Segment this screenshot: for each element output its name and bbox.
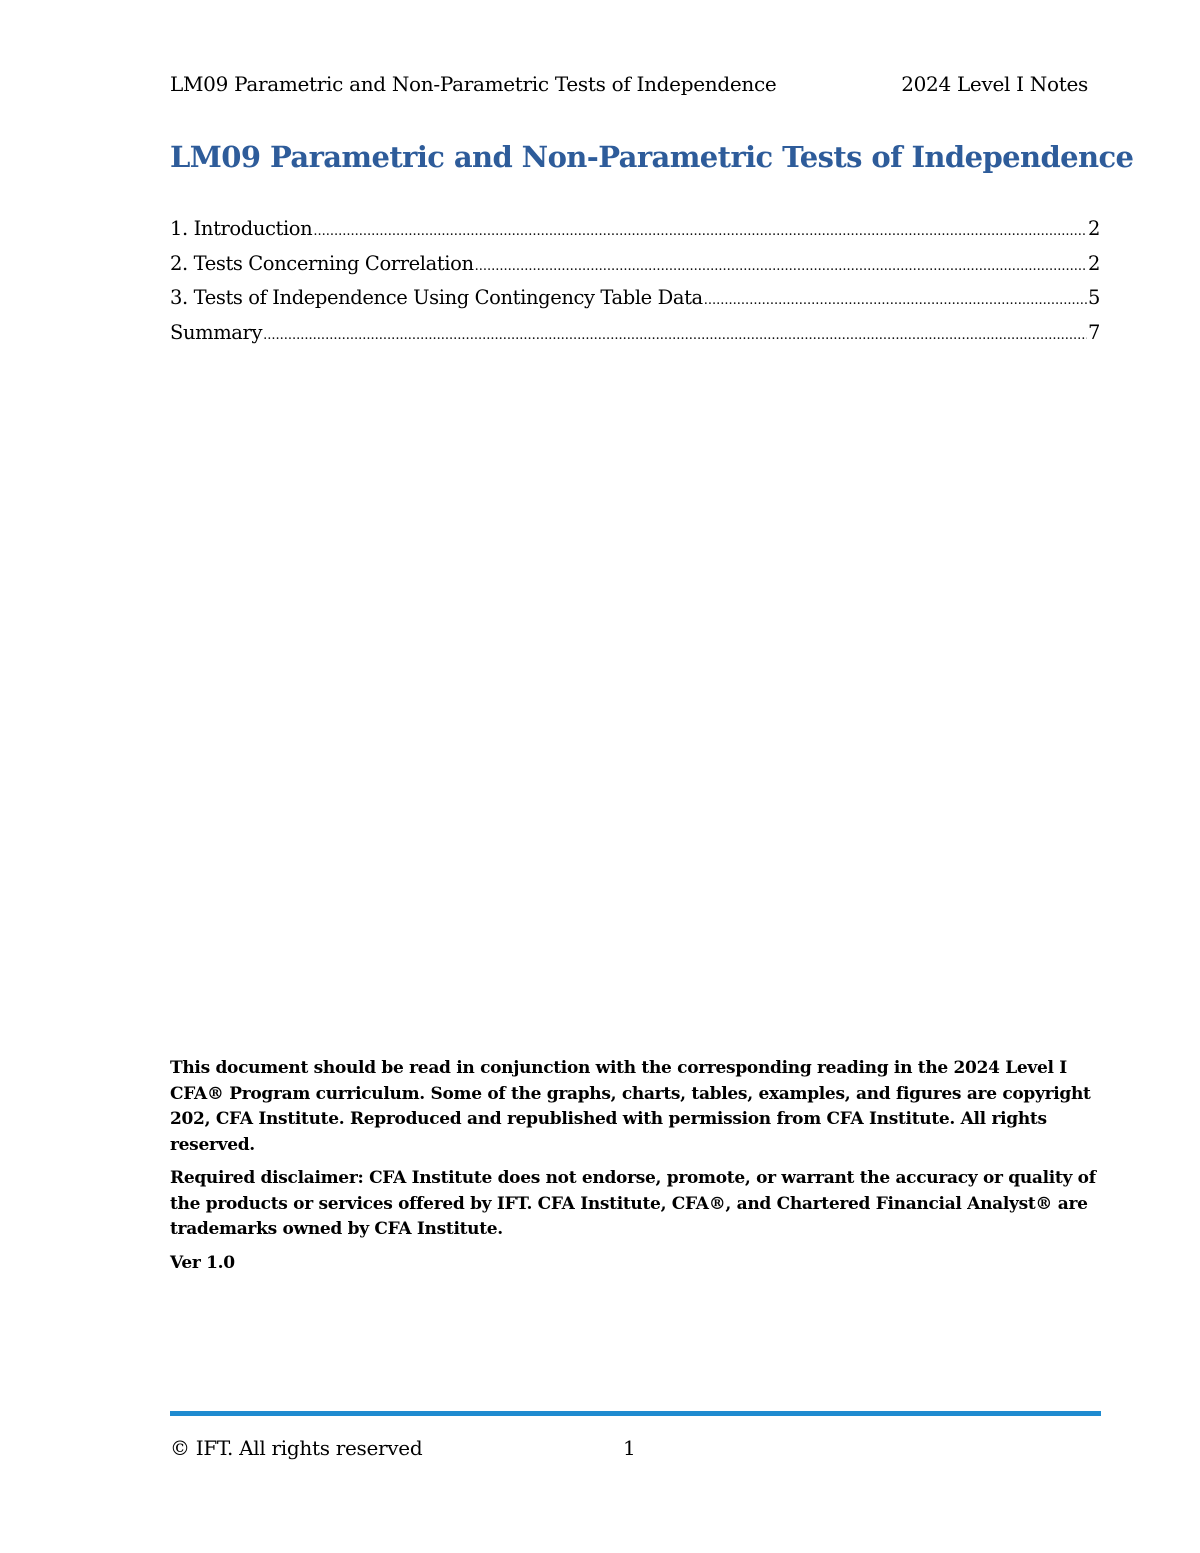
toc-entry-label: 3. Tests of Independence Using Contingency Table Data xyxy=(170,286,703,309)
toc-entry-page: 5 xyxy=(1087,286,1100,309)
toc-entry-page: 2 xyxy=(1087,251,1100,275)
toc-entry-tests-concerning-correlation[interactable] xyxy=(170,252,1100,287)
header-document-title: LM09 Parametric and Non-Parametric Tests of Independence xyxy=(170,72,777,96)
toc-entry-tests-of-independence[interactable] xyxy=(170,286,1100,321)
header-edition-label: 2024 Level I Notes xyxy=(901,72,1088,96)
toc-entry-label: Summary xyxy=(170,320,263,344)
footer-page-number: 1 xyxy=(623,1436,636,1460)
page-title: LM09 Parametric and Non-Parametric Tests of Independence xyxy=(170,140,1134,174)
table-of-contents xyxy=(170,217,1100,355)
toc-entry-label: 2. Tests Concerning Correlation xyxy=(170,251,474,275)
toc-entry-label: 1. Introduction xyxy=(170,217,313,240)
footer-copyright: © IFT. All rights reserved xyxy=(170,1436,423,1460)
curriculum-notice: This document should be read in conjunction with the corresponding reading in the 2024 Level I CFA® Program curriculum. Some of the graphs, charts, tables, examples, and figures are copyright 202, CFA Institute. Reproduced and republished with permission from CFA Institute. All rights reserved. xyxy=(170,1058,1091,1155)
toc-entry-page: 7 xyxy=(1087,320,1100,344)
toc-entry-page: 2 xyxy=(1087,217,1100,240)
required-disclaimer: Required disclaimer: CFA Institute does not endorse, promote, or warrant the accuracy or quality of the products or services offered by IFT. CFA Institute, CFA®, and Chartered Financial Analyst® are trademarks owned by CFA Institute. xyxy=(170,1168,1096,1239)
toc-entry-summary[interactable] xyxy=(170,321,1100,356)
toc-entry-introduction[interactable] xyxy=(170,217,1100,252)
footer-divider xyxy=(170,1411,1101,1416)
version-label: Ver 1.0 xyxy=(170,1252,235,1273)
disclaimer-section xyxy=(170,1056,1100,1284)
toc-leader-dots xyxy=(313,224,1087,239)
toc-leader-dots xyxy=(704,293,1087,308)
toc-leader-dots xyxy=(475,259,1087,274)
toc-leader-dots xyxy=(263,328,1087,343)
